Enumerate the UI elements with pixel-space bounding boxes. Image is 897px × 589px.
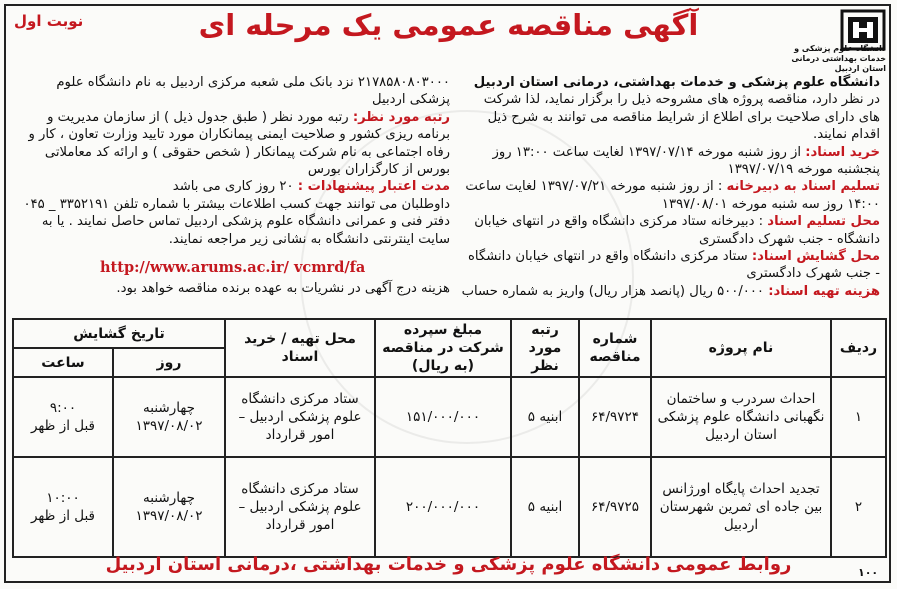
delivery-place: [460, 213, 880, 248]
cell-number: ۶۴/۹۷۲۵: [579, 457, 651, 557]
cell-day: [113, 457, 225, 557]
opening-place: [460, 248, 880, 283]
rank-paragraph: [14, 109, 450, 179]
table-header-row: [13, 319, 886, 348]
intro-paragraph: [460, 74, 880, 144]
ad-title: آگهی مناقصه عمومی یک مرحله ای: [198, 8, 699, 42]
cost-text: ۵۰۰/۰۰۰ ریال (پانصد هزار ریال) واریز به شماره حساب: [461, 283, 769, 299]
validity-label: مدت اعتبار پیشنهادات :: [297, 179, 450, 195]
day-date: ۱۳۹۷/۰۸/۰۲: [135, 418, 203, 434]
cell-deposit: ۲۰۰/۰۰۰/۰۰۰: [375, 457, 511, 557]
purchase-docs: [460, 144, 880, 179]
time-note: قبل از ظهر: [30, 418, 96, 434]
cell-day: [113, 377, 225, 457]
intro-text: در نظر دارد، مناقصه پروژه های مشروحه ذیل را برگزار نماید، لذا شرکت های دارای صلاحیت برای اطلاع از شرایط مناقصه می توانند به شرح ذیل اقدام نمایند.: [483, 92, 880, 143]
cost-label: هزینه تهیه اسناد:: [768, 283, 880, 299]
header-project: نام پروژه: [651, 319, 831, 377]
place-label: محل تسلیم اسناد: [767, 214, 880, 230]
header-opening: تاریخ گشایش: [13, 319, 225, 348]
header-place: محل تهیه / خرید اسناد: [225, 319, 375, 377]
cell-number: ۶۴/۹۷۲۴: [579, 377, 651, 457]
tender-table: [12, 318, 887, 558]
intro-bold: دانشگاه علوم پزشکی و خدمات بهداشتی، درمانی استان اردبیل: [473, 75, 880, 90]
cell-row-number: ۱: [831, 377, 886, 457]
time-value: ۹:۰۰: [49, 400, 77, 416]
website-link[interactable]: http://www.arums.ac.ir/ vcmrd/fa: [100, 259, 366, 276]
purchase-label: خرید اسناد:: [805, 144, 880, 160]
cell-deposit: ۱۵۱/۰۰۰/۰۰۰: [375, 377, 511, 457]
right-column: [460, 74, 880, 300]
page-number: ۱۰۰: [858, 566, 879, 579]
rank-label: رتبه مورد نظر:: [352, 109, 450, 125]
cell-time: [13, 457, 113, 557]
validity-text: ۲۰ روز کاری می باشد: [172, 179, 298, 195]
header-rank: رتبه مورد نظر: [511, 319, 579, 377]
header-deposit: مبلغ سپرده شرکت در مناقصه (به ریال): [375, 319, 511, 377]
footer-signature: روابط عمومی دانشگاه علوم پزشکی و خدمات بهداشتی ،درمانی استان اردبیل: [105, 554, 792, 575]
opening-text: ستاد مرکزی دانشگاه واقع در انتهای خیابان دانشگاه - جنب شهرک دادگستری: [467, 249, 880, 282]
cell-rank: ابنیه ۵: [511, 457, 579, 557]
table-row: [13, 457, 886, 557]
header-number: شماره مناقصه: [579, 319, 651, 377]
validity-paragraph: [14, 178, 450, 195]
opening-label: محل گشایش اسناد:: [751, 249, 880, 265]
account-paragraph: ۲۱۷۸۵۸۰۸۰۳۰۰۰ نزد بانک ملی شعبه مرکزی اردبیل به نام دانشگاه علوم پزشکی اردبیل: [56, 75, 450, 108]
contact-paragraph: داوطلبان می توانند جهت کسب اطلاعات بیشتر با شماره تلفن ۳۳۵۲۱۹۱ _ ۰۴۵ دفتر فنی و عمرانی دانشگاه علوم پزشکی اردبیل تماس حاصل نمایند . یا به سایت اینترنتی دانشگاه به نشانی زیر مراجعه نمایند.: [23, 196, 450, 247]
ad-cost-note: هزینه درج آگهی در نشریات به عهده برنده مناقصه خواهد بود.: [116, 281, 450, 296]
cell-rank: ابنیه ۵: [511, 377, 579, 457]
header-row-number: ردیف: [831, 319, 886, 377]
round-label: نوبت اول: [14, 12, 84, 30]
delivery-text: : از روز شنبه مورخه ۱۳۹۷/۰۷/۲۱ لغایت ساعت ۱۴:۰۰ روز سه شنبه مورخه ۱۳۹۷/۰۸/۰۱: [465, 179, 880, 212]
header-time: ساعت: [13, 348, 113, 377]
cell-project: احداث سردرب و ساختمان نگهبانی دانشگاه علوم پزشکی استان اردبیل: [651, 377, 831, 457]
time-note: قبل از ظهر: [30, 508, 96, 524]
rank-text: رتبه مورد نظر ( طبق جدول ذیل ) از سازمان مدیریت و برنامه ریزی کشور و صلاحیت ایمنی پیمانکاران مورد تایید وزارت تعاون ، کار و رفاه اجتماعی به نام شرکت پیمانکار ( شخص حقوقی ) و ارائه کد معاملاتی بورس از کارگزاران بورس: [28, 109, 450, 178]
cell-row-number: ۲: [831, 457, 886, 557]
day-date: ۱۳۹۷/۰۸/۰۲: [135, 508, 203, 524]
cell-place: ستاد مرکزی دانشگاه علوم پزشکی اردبیل – امور قرارداد: [225, 377, 375, 457]
day-name: چهارشنبه: [143, 400, 195, 416]
doc-cost: [460, 283, 880, 300]
cell-project: تجدید احداث پایگاه اورژانس بین جاده ای ثمرین شهرستان اردبیل: [651, 457, 831, 557]
place-text: : دبیرخانه ستاد مرکزی دانشگاه واقع در انتهای خیابان دانشگاه - جنب شهرک دادگستری: [474, 214, 880, 247]
day-name: چهارشنبه: [143, 490, 195, 506]
cell-place: ستاد مرکزی دانشگاه علوم پزشکی اردبیل – امور قرارداد: [225, 457, 375, 557]
cell-time: [13, 377, 113, 457]
table-row: [13, 377, 886, 457]
purchase-text: از روز شنبه مورخه ۱۳۹۷/۰۷/۱۴ لغایت ساعت ۱۳:۰۰ روز پنجشنبه مورخه ۱۳۹۷/۰۷/۱۹: [492, 144, 880, 178]
header-day: روز: [113, 348, 225, 377]
logo-caption: دانشگاه علوم پزشکی و خدمات بهداشتی درمانی استان اردبیل: [791, 44, 886, 73]
time-value: ۱۰:۰۰: [46, 490, 80, 506]
left-column: [14, 74, 450, 248]
delivery-label: تسلیم اسناد به دبیرخانه: [726, 179, 880, 195]
delivery-docs: [460, 178, 880, 213]
